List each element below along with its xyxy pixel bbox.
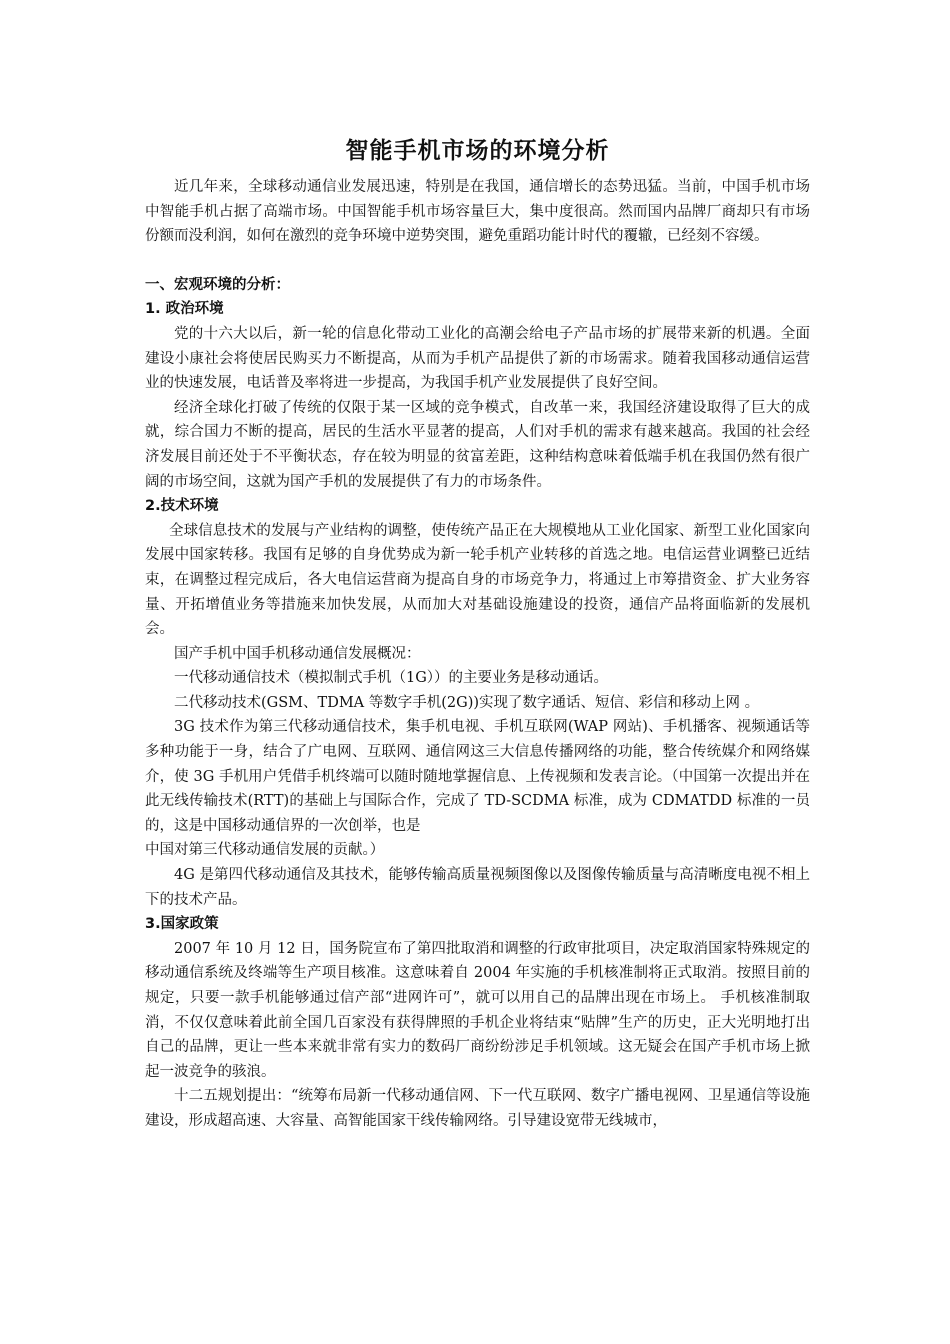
paragraph-3g-continued: 中国对第三代移动通信发展的贡献。） (145, 842, 385, 859)
subheading-political: 1. 政治环境 (145, 301, 224, 318)
paragraph-political-1: 党的十六大以后，新一轮的信息化带动工业化的高潮会给电子产品市场的扩展带来新的机遇。全面建设小康社会将使居民购买力不断提高，从而为手机产品提供了新的市场需求。随着我国移动通信运营业的快速发展，电话普及率将进一步提高，为我国手机产业发展提供了良好空间。 (145, 325, 810, 392)
section-heading-macro: 一、宏观环境的分析： (145, 276, 290, 293)
subheading-technology: 2.技术环境 (145, 498, 219, 515)
paragraph-2g: 二代移动技术(GSM、TDMA 等数字手机(2G))实现了数字通话、短信、彩信和移动上网 。 (174, 694, 760, 711)
document-title: 智能手机市场的环境分析 (345, 138, 610, 164)
paragraph-4g: 4G 是第四代移动通信及其技术，能够传输高质量视频图像以及图像传输质量与高清晰度电视不相上下的技术产品。 (145, 867, 810, 908)
paragraph-technology-1: 全球信息技术的发展与产业结构的调整，使传统产品正在大规模地从工业化国家、新型工业化国家向发展中国家转移。我国有足够的自身优势成为新一轮手机产业转移的首选之地。电信运营业调整已近结束，在调整过程完成后，各大电信运营商为提高自身的市场竞争力，将通过上市筹措资金、扩大业务容量、开拓增值业务等措施来加快发展，从而加大对基础设施建设的投资，通信产品将面临新的发展机会。 (145, 522, 810, 638)
paragraph-policy-1: 2007 年 10 月 12 日，国务院宣布了第四批取消和调整的行政审批项目，决定取消国家特殊规定的移动通信系统及终端等生产项目核准。这意味着自 2004 年实施的手机核准制将正式取消。按照目前的规定，只要一款手机能够通过信产部“进网许可”，就可以用自己的品牌出现在市场上。 手机核准制取消，不仅仅意味着此前全国几百家没有获得牌照的手机企业将结束“贴牌”生产的历史，正大光明地打出自己的品牌，更让一些本来就非常有实力的数码厂商纷纷涉足手机领域。这无疑会在国产手机市场上掀起一波竞争的骇浪。 (145, 940, 810, 1080)
subheading-policy: 3.国家政策 (145, 916, 219, 933)
paragraph-policy-2: 十二五规划提出：“统筹布局新一代移动通信网、下一代互联网、数字广播电视网、卫星通信等设施建设，形成超高速、大容量、高智能国家干线传输网络。引导建设宽带无线城市， (145, 1088, 810, 1129)
spacer (145, 249, 810, 273)
paragraph-political-2: 经济全球化打破了传统的仅限于某一区域的竞争模式，自改革一来，我国经济建设取得了巨大的成就，综合国力不断的提高，居民的生活水平显著的提高，人们对手机的需求有越来越高。我国的社会经济发展目前还处于不平衡状态，存在较为明显的贫富差距，这种结构意味着低端手机在我国仍然有很广阔的市场空间，这就为国产手机的发展提供了有力的市场条件。 (145, 399, 810, 490)
paragraph-3g: 3G 技术作为第三代移动通信技术，集手机电视、手机互联网(WAP 网站)、手机播客、视频通话等多种功能于一身，结合了广电网、互联网、通信网这三大信息传播网络的功能，整合传统媒介和网络媒介，使 3G 手机用户凭借手机终端可以随时随地掌握信息、上传视频和发表言论。（中国第一次提出并在此无线传输技术(RTT)的基础上与国际合作，完成了 TD-SCDMA 标准，成为 CDMATDD 标准的一员的，这是中国移动通信界的一次创举，也是 (145, 719, 810, 834)
paragraph-1g: 一代移动通信技术（模拟制式手机（1G））的主要业务是移动通话。 (174, 670, 609, 687)
paragraph-technology-overview: 国产手机中国手机移动通信发展概况： (174, 645, 421, 662)
document-body (145, 132, 810, 1134)
intro-paragraph: 近几年来，全球移动通信业发展迅速，特别是在我国，通信增长的态势迅猛。当前，中国手机市场中智能手机占据了高端市场。中国智能手机市场容量巨大，集中度很高。然而国内品牌厂商却只有市场份额而没利润，如何在激烈的竞争环境中逆势突围，避免重蹈功能计时代的覆辙，已经刻不容缓。 (145, 179, 810, 245)
